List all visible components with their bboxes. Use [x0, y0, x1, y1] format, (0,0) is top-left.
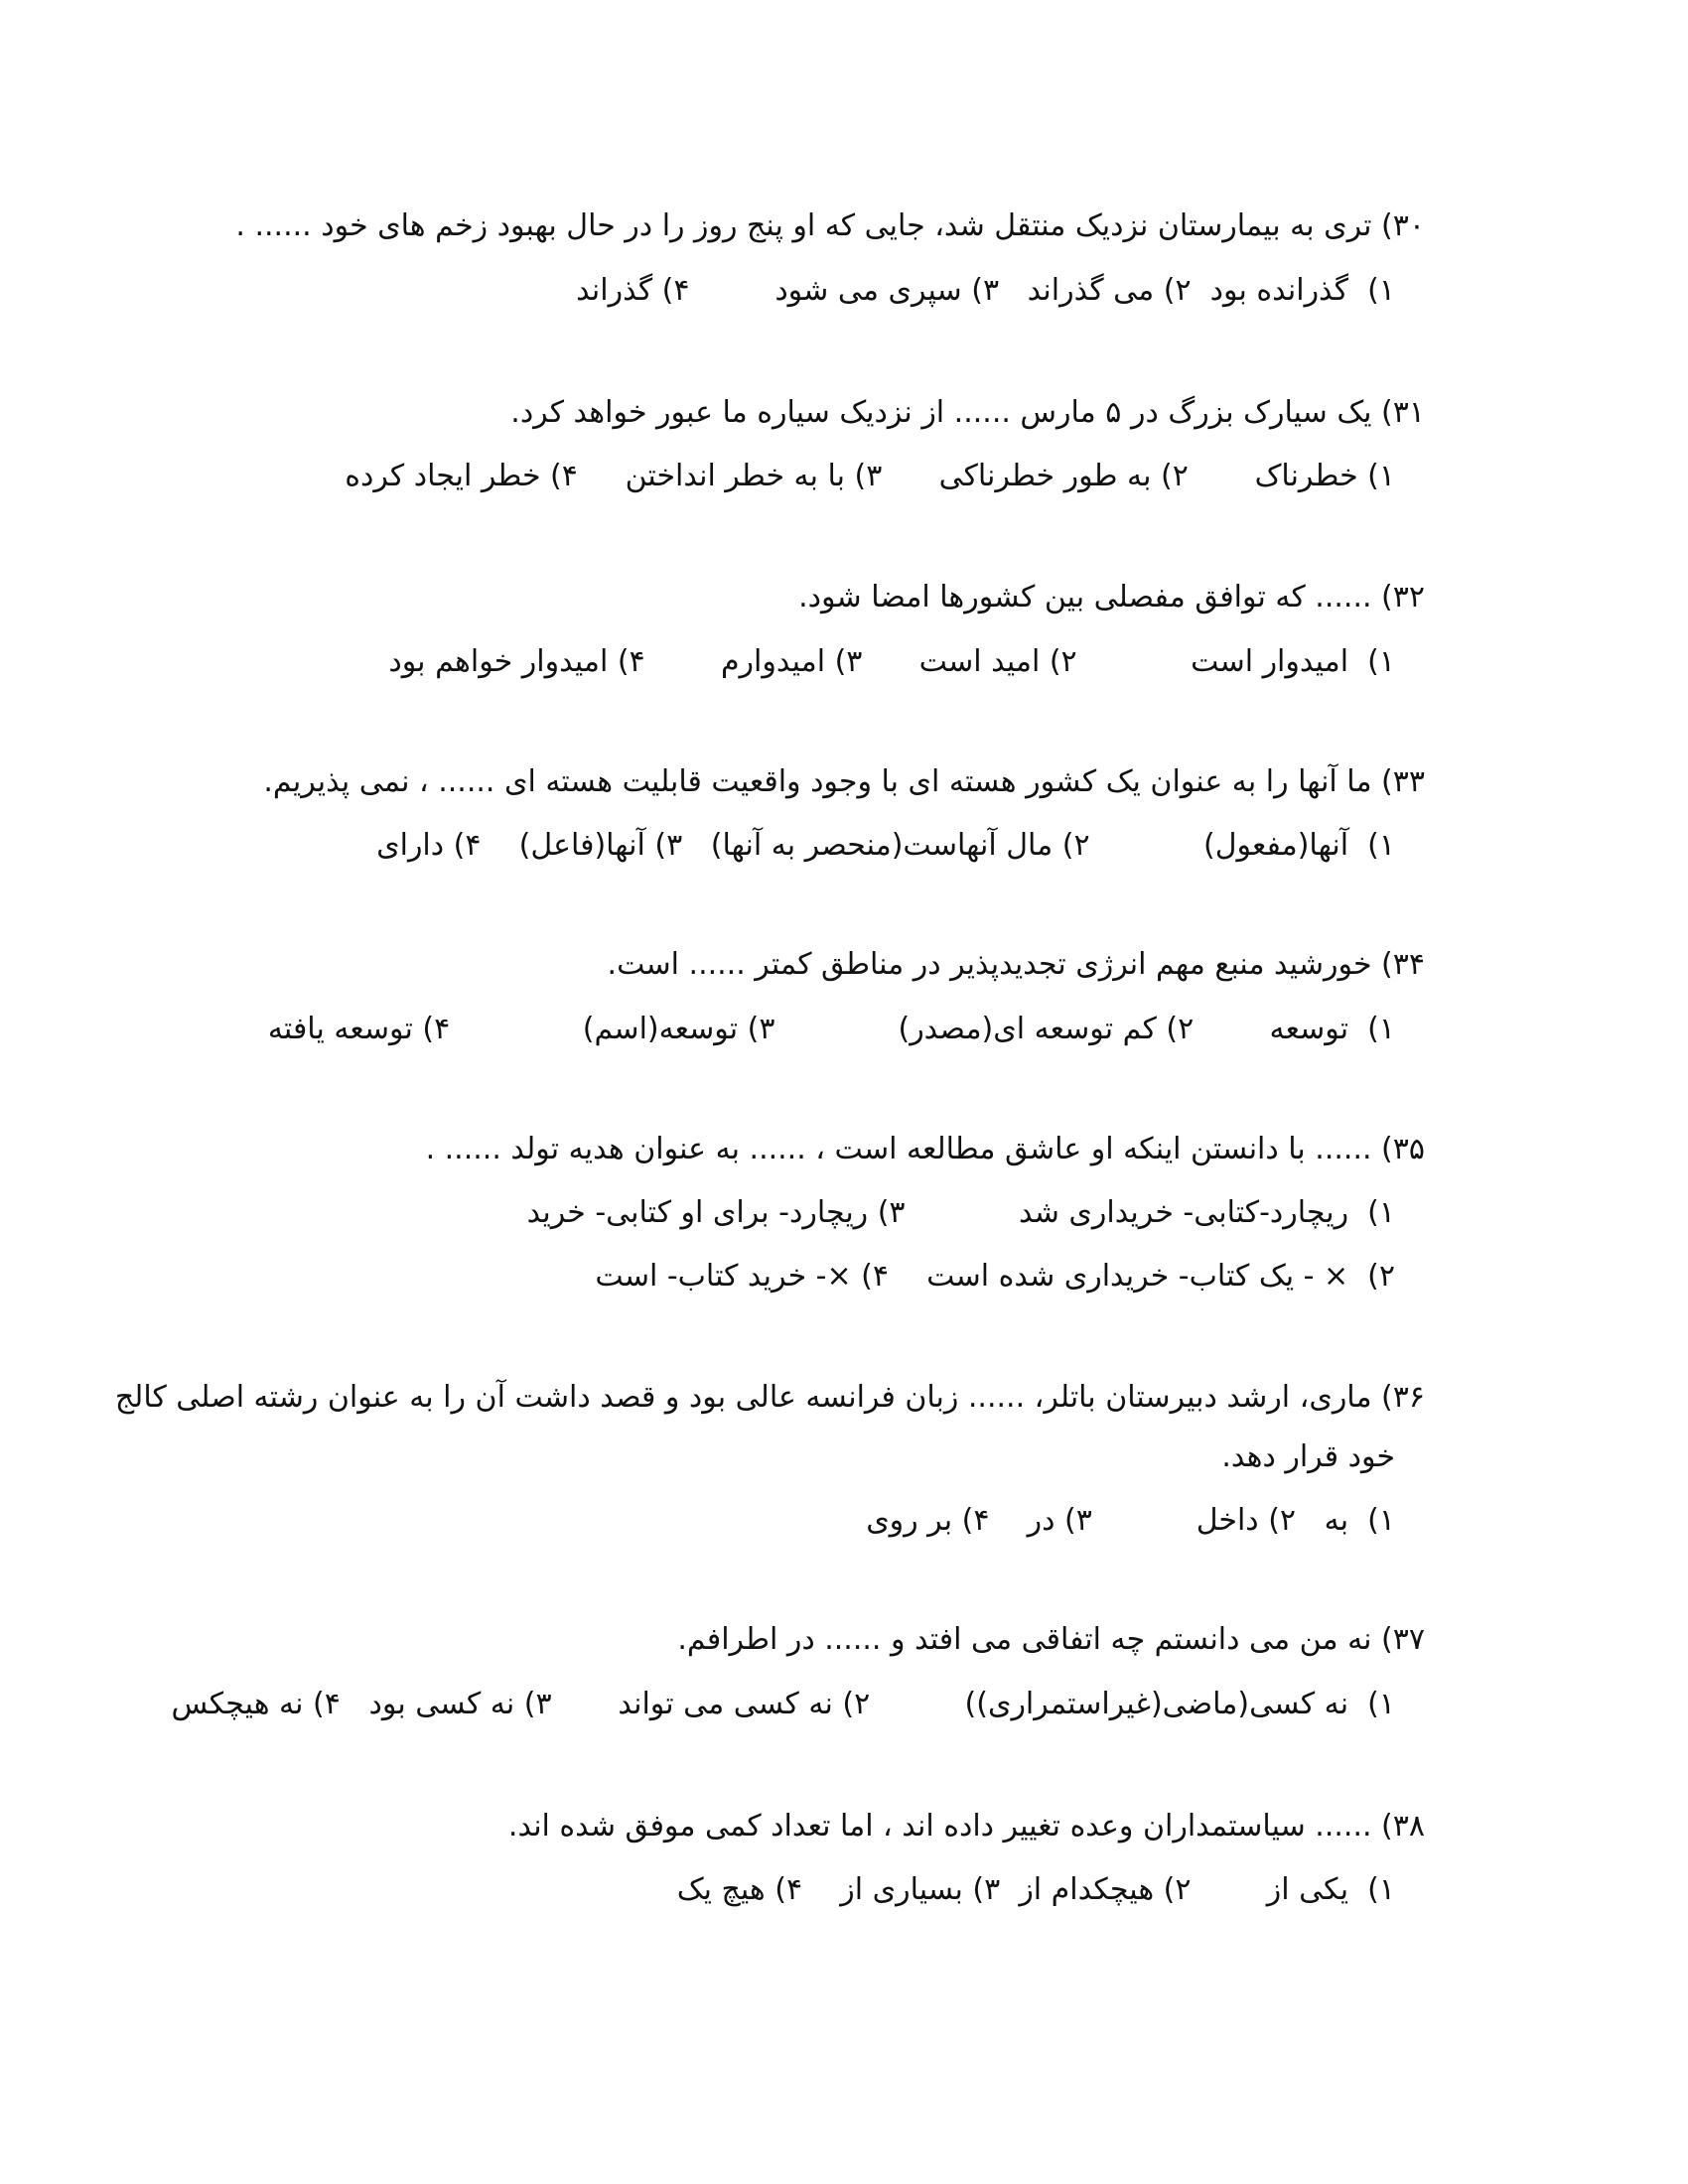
- question-35-options-row-1: ۱) ریچارد-کتابی- خریداری شد ۳) ریچارد- برای او کتابی- خرید: [526, 1195, 1395, 1230]
- question-37-text: ۳۷) نه من می دانستم چه اتفاقی می افتد و ...... در اطرافم.: [677, 1622, 1425, 1657]
- question-36-text-continued: خود قرار دهد.: [1221, 1439, 1395, 1474]
- question-38-text: ۳۸) ...... سیاستمداران وعده تغییر داده اند ، اما تعداد کمی موفق شده اند.: [507, 1809, 1425, 1843]
- question-32-options: ۱) امیدوار است ۲) امید است ۳) امیدوارم ۴) امیدوار خواهم بود: [388, 644, 1395, 679]
- question-33-options: ۱) آنها(مفعول) ۲) مال آنهاست(منحصر به آنها) ۳) آنها(فاعل) ۴) دارای: [376, 828, 1395, 863]
- question-37-options: ۱) نه کسی(ماضی(غیراستمراری)) ۲) نه کسی می تواند ۳) نه کسی بود ۴) نه هیچکس: [171, 1687, 1395, 1721]
- question-36-text: ۳۶) ماری، ارشد دبیرستان باتلر، ...... زبان فرانسه عالی بود و قصد داشت آن را به عنوان رشته اصلی کالج: [114, 1380, 1425, 1415]
- question-31-text: ۳۱) یک سیارک بزرگ در ۵ مارس ...... از نزدیک سیاره ما عبور خواهد کرد.: [510, 395, 1425, 430]
- question-33-text: ۳۳) ما آنها را به عنوان یک کشور هسته ای با وجود واقعیت قابلیت هسته ای ...... ، نمی پذیریم.: [263, 764, 1425, 799]
- question-30-options: ۱) گذرانده بود ۲) می گذراند ۳) سپری می شود ۴) گذراند: [576, 273, 1395, 308]
- question-34-text: ۳۴) خورشید منبع مهم انرژی تجدیدپذیر در مناطق کمتر ...... است.: [607, 947, 1425, 982]
- question-35-text: ۳۵) ...... با دانستن اینکه او عاشق مطالعه است ، ...... به عنوان هدیه تولد ...... .: [425, 1132, 1425, 1166]
- question-30-text: ۳۰) تری به بیمارستان نزدیک منتقل شد، جایی که او پنج روز را در حال بهبود زخم های خود ...... .: [235, 208, 1425, 243]
- question-35-options-row-2: ۲) × - یک کتاب- خریداری شده است ۴) ×- خرید کتاب- است: [595, 1259, 1395, 1294]
- question-36-options: ۱) به ۲) داخل ۳) در ۴) بر روی: [866, 1503, 1395, 1538]
- question-32-text: ۳۲) ...... که توافق مفصلی بین کشورها امضا شود.: [798, 580, 1425, 614]
- question-38-options: ۱) یکی از ۲) هیچکدام از ۳) بسیاری از ۴) هیچ یک: [676, 1872, 1395, 1907]
- question-34-options: ۱) توسعه ۲) کم توسعه ای(مصدر) ۳) توسعه(اسم) ۴) توسعه یافته: [267, 1012, 1395, 1046]
- question-31-options: ۱) خطرناک ۲) به طور خطرناکی ۳) با به خطر انداختن ۴) خطر ایجاد کرده: [345, 459, 1395, 493]
